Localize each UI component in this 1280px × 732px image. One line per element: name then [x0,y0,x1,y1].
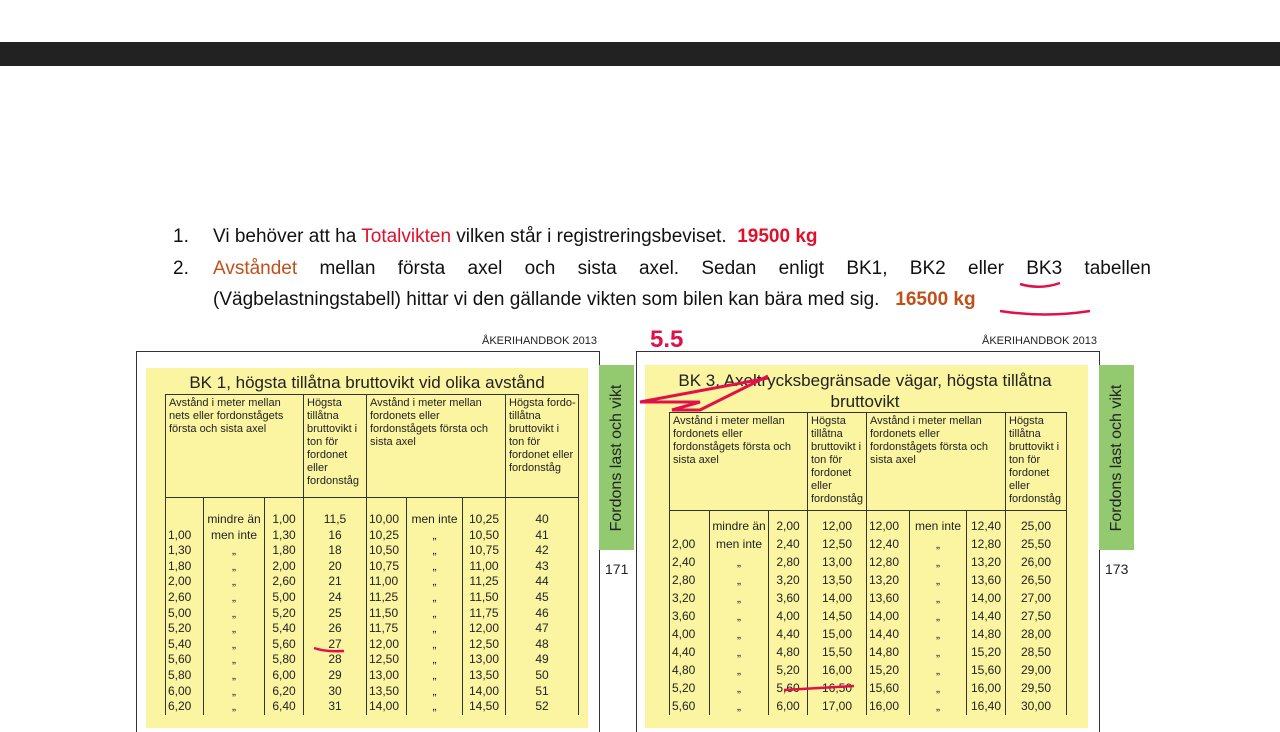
table-cell: 15,50 [808,643,867,661]
table-cell: 41 [506,528,579,544]
table-cell: 5,80 [265,652,304,668]
underline-16500 [1000,311,1090,315]
table-cell: 2,60 [166,590,204,606]
table-row [166,637,579,653]
table-cell: 16,40 [967,697,1006,715]
table-row [166,543,579,559]
table-cell: 5,00 [265,590,304,606]
table-cell: 12,50 [808,535,867,553]
table-cell: 16,00 [967,679,1006,697]
table-cell: 26,50 [1006,571,1067,589]
table-row [166,498,579,528]
table-cell: 26 [304,621,367,637]
table-cell: 13,60 [967,571,1006,589]
table-cell: „ [204,606,265,622]
table-cell: „ [407,668,463,684]
table-cell: 16 [304,528,367,544]
table-cell: „ [204,590,265,606]
table-cell: 27 [304,637,367,653]
table-cell: 18 [304,543,367,559]
table-cell: 15,00 [808,625,867,643]
table-cell: 26,00 [1006,553,1067,571]
table-cell: 4,00 [670,625,710,643]
table-cell: 16,00 [867,697,910,715]
table-cell: 29 [304,668,367,684]
bk3-reference: BK3 [1026,258,1063,279]
table-cell: 2,00 [265,559,304,575]
table-cell: 1,00 [166,528,204,544]
table-cell: 1,30 [265,528,304,544]
table-cell: 4,00 [769,607,808,625]
table-cell: „ [204,621,265,637]
bk1-table [165,394,579,715]
table-cell: 45 [506,590,579,606]
table-cell: 5,60 [670,697,710,715]
table-cell: 12,00 [867,511,910,536]
table-cell: 11,50 [463,590,506,606]
underline-bk3 [1020,283,1060,287]
table-cell: 5,20 [166,621,204,637]
table-cell: 27,00 [1006,589,1067,607]
item-number: 2. [173,258,189,279]
table-cell: „ [407,590,463,606]
table-cell: 24 [304,590,367,606]
table-cell: men inte [910,511,967,536]
item-text: (Vägbelastningstabell) hittar vi den gällande vikten som bilen kan bära med sig. [213,289,880,310]
page-number: 171 [605,561,629,577]
bk3-title: BK 3, Axeltrycksbegränsade vägar, högsta tillåtna bruttovikt [678,371,1052,411]
table-cell: 2,40 [670,553,710,571]
table-cell: 13,20 [967,553,1006,571]
section-tab-label: Fordons last och vikt [1107,384,1125,531]
table-cell: „ [710,661,769,679]
table-cell: „ [910,661,967,679]
item-number: 1. [173,226,189,247]
table-cell: 11,25 [463,574,506,590]
table-cell [670,511,710,536]
table-cell: 25,50 [1006,535,1067,553]
table-cell: „ [407,543,463,559]
table-row [166,684,579,700]
table-cell: 6,20 [166,699,204,715]
item-text: mellan första axel och sista axel. Sedan enligt BK1, BK2 eller [297,258,1027,279]
table-cell: 29,50 [1006,679,1067,697]
table-row [670,643,1067,661]
table-cell: „ [204,559,265,575]
table-cell: 52 [506,699,579,715]
table-cell: 5,80 [166,668,204,684]
table-cell: „ [407,621,463,637]
table-row [670,553,1067,571]
bk1-title: BK 1, högsta tillåtna bruttovikt vid olika avstånd [189,373,545,392]
table-cell: 12,50 [367,652,407,668]
table-cell: 10,75 [463,543,506,559]
allowed-weight-value: 16500 kg [895,289,976,310]
table-cell: „ [407,559,463,575]
column-header: Avstånd i meter mellan fordonets eller fordonstågets första och sista axel [867,413,1006,511]
table-cell: 15,60 [967,661,1006,679]
table-cell: 50 [506,668,579,684]
bk3-table [669,412,1067,715]
table-cell: 14,00 [867,607,910,625]
table-cell: 46 [506,606,579,622]
list-item-2 [173,258,1151,310]
table-cell: „ [204,637,265,653]
table-cell: „ [204,574,265,590]
table-cell: 21 [304,574,367,590]
table-row [670,571,1067,589]
table-cell: 28,00 [1006,625,1067,643]
table-cell: 20 [304,559,367,575]
table-row [670,697,1067,715]
item-text: Vi behöver att ha [213,226,362,247]
table-cell: 16,00 [808,661,867,679]
table-cell: 5,20 [670,679,710,697]
section-tab [599,365,634,550]
table-cell: 11,75 [463,606,506,622]
table-cell [166,498,204,528]
header-row [670,413,1067,511]
table-cell: 10,25 [463,498,506,528]
table-cell: 6,20 [265,684,304,700]
table-cell: 13,00 [367,668,407,684]
column-header: Högsta tillåtna bruttovikt i ton för fordonet eller fordonståg [304,395,367,498]
table-cell: 14,00 [808,589,867,607]
table-cell: 5,00 [166,606,204,622]
table-cell: 12,40 [967,511,1006,536]
table-cell: 14,50 [808,607,867,625]
table-cell: 2,80 [670,571,710,589]
table-cell: mindre än [710,511,769,536]
table-cell: 27,50 [1006,607,1067,625]
total-weight-value: 19500 kg [737,226,818,247]
table-cell: „ [204,652,265,668]
item-text: tabellen [1062,258,1151,279]
table-cell: 11,00 [463,559,506,575]
table-cell: 14,40 [867,625,910,643]
table-cell: 3,60 [769,589,808,607]
column-header: Avstånd i meter mellan fordonets eller fordonstågets första och sista axel [367,395,506,498]
table-cell: „ [910,697,967,715]
table-row [166,606,579,622]
table-cell: 12,40 [867,535,910,553]
table-cell: „ [910,625,967,643]
table-cell: 6,00 [166,684,204,700]
table-cell: „ [407,528,463,544]
table-row [166,590,579,606]
header-row [166,395,579,498]
table-cell: 13,20 [867,571,910,589]
list-item-1 [173,226,818,248]
table-cell: 14,00 [367,699,407,715]
table-cell: „ [407,699,463,715]
section-tab-label: Fordons last och vikt [607,384,625,531]
table-cell: 14,00 [967,589,1006,607]
table-cell: 5,20 [769,661,808,679]
table-cell: 11,5 [304,498,367,528]
table-cell: 12,50 [463,637,506,653]
table-cell: „ [710,679,769,697]
table-cell: men inte [710,535,769,553]
table-row [670,679,1067,697]
table-cell: 13,60 [867,589,910,607]
table-cell: 43 [506,559,579,575]
table-cell: 2,80 [769,553,808,571]
table-cell: 3,60 [670,607,710,625]
table-cell: 5,60 [166,652,204,668]
table-cell: 5,60 [265,637,304,653]
table-cell: 11,75 [367,621,407,637]
table-row [670,625,1067,643]
table-cell: 15,60 [867,679,910,697]
table-cell: 25,00 [1006,511,1067,536]
table-cell: 47 [506,621,579,637]
table-cell: 2,00 [670,535,710,553]
table-cell: 42 [506,543,579,559]
table-cell: 14,80 [967,625,1006,643]
table-cell: 2,00 [769,511,808,536]
book-header: ÅKERIHANDBOK 2013 [982,335,1097,347]
table-cell: 29,00 [1006,661,1067,679]
table-row [166,652,579,668]
table-cell: 31 [304,699,367,715]
table-cell: „ [204,543,265,559]
table-cell: „ [407,574,463,590]
table-cell: 48 [506,637,579,653]
book-header: ÅKERIHANDBOK 2013 [482,335,597,347]
table-cell: 12,80 [867,553,910,571]
table-cell: 28 [304,652,367,668]
table-cell: 28,50 [1006,643,1067,661]
table-cell: 13,00 [808,553,867,571]
table-row [670,607,1067,625]
table-cell: 30,00 [1006,697,1067,715]
table-row [166,559,579,575]
table-row [166,699,579,715]
table-row [670,661,1067,679]
table-cell: „ [710,589,769,607]
window-top-bar [0,42,1280,66]
table-cell: „ [407,637,463,653]
table-cell: „ [710,697,769,715]
table-cell: 13,50 [463,668,506,684]
column-header: Avstånd i meter mellan nets eller fordonstågets första och sista axel [166,395,304,498]
table-row [166,574,579,590]
table-cell: 13,50 [367,684,407,700]
table-cell: 12,00 [808,511,867,536]
table-row [166,528,579,544]
table-cell: „ [910,643,967,661]
table-cell: 14,40 [967,607,1006,625]
table-cell: 6,40 [265,699,304,715]
table-cell: 17,00 [808,697,867,715]
table-cell: 10,25 [367,528,407,544]
table-cell: 3,20 [670,589,710,607]
table-cell: „ [710,571,769,589]
table-cell: „ [204,699,265,715]
table-cell: „ [407,606,463,622]
table-row [670,511,1067,536]
table-cell: 12,00 [367,637,407,653]
table-cell: 1,80 [166,559,204,575]
table-cell: 5,40 [265,621,304,637]
table-cell: 2,60 [265,574,304,590]
table-cell: 51 [506,684,579,700]
table-cell: „ [910,679,967,697]
table-cell: 40 [506,498,579,528]
highlight-totalvikten: Totalvikten [361,226,452,247]
column-header: Högsta tillåtna bruttovikt i ton för fordonet eller fordonståg [808,413,867,511]
table-cell: 10,50 [367,543,407,559]
table-cell: mindre än [204,498,265,528]
table-cell: 5,20 [265,606,304,622]
column-header: Högsta tillåtna bruttovikt i ton för fordonet eller fordonståg [1006,413,1067,511]
table-cell: 15,20 [967,643,1006,661]
table-cell: „ [204,668,265,684]
table-cell: 13,50 [808,571,867,589]
table-cell: „ [407,652,463,668]
table-cell: „ [910,589,967,607]
table-cell: 4,80 [769,643,808,661]
table-cell: 6,00 [265,668,304,684]
table-cell: 5,40 [166,637,204,653]
table-cell: 5,60 [769,679,808,697]
table-cell: 14,50 [463,699,506,715]
table-row [166,621,579,637]
table-cell: 25 [304,606,367,622]
table-cell: 14,00 [463,684,506,700]
section-tab [1099,365,1134,550]
handwritten-5-5: 5.5 [650,326,684,353]
table-cell: 2,00 [166,574,204,590]
table-cell: 10,75 [367,559,407,575]
table-cell: 2,40 [769,535,808,553]
page-number: 173 [1105,561,1129,577]
table-cell: „ [910,607,967,625]
table-cell: „ [710,625,769,643]
table-row [670,535,1067,553]
table-cell: 30 [304,684,367,700]
table-row [166,668,579,684]
table-cell: 16,50 [808,679,867,697]
table-cell: „ [710,553,769,571]
table-cell: „ [710,643,769,661]
table-cell: 14,80 [867,643,910,661]
column-header: Högsta fordo- tillåtna bruttovikt i ton för fordonet eller fordonståg [506,395,579,498]
item-text: vilken står i registreringsbeviset. [451,226,727,247]
table-cell: 11,00 [367,574,407,590]
table-cell: „ [407,684,463,700]
table-cell: 3,20 [769,571,808,589]
table-cell: 12,00 [463,621,506,637]
table-cell: 4,40 [670,643,710,661]
table-cell: „ [910,571,967,589]
table-cell: „ [910,535,967,553]
table-cell: 49 [506,652,579,668]
table-cell: men inte [407,498,463,528]
table-cell: 13,00 [463,652,506,668]
table-cell: 11,25 [367,590,407,606]
table-cell: 4,80 [670,661,710,679]
table-cell: 15,20 [867,661,910,679]
highlight-avstandet: Avståndet [213,258,298,279]
table-cell: 10,50 [463,528,506,544]
table-cell: 4,40 [769,625,808,643]
table-cell: 6,00 [769,697,808,715]
table-cell: „ [710,607,769,625]
table-cell: 44 [506,574,579,590]
table-cell: 11,50 [367,606,407,622]
table-cell: 1,30 [166,543,204,559]
table-row [670,589,1067,607]
table-cell: 12,80 [967,535,1006,553]
column-header: Avstånd i meter mellan fordonets eller fordonstågets första och sista axel [670,413,808,511]
table-cell: 1,80 [265,543,304,559]
table-cell: men inte [204,528,265,544]
table-cell: 1,00 [265,498,304,528]
table-cell: „ [910,553,967,571]
table-cell: „ [204,684,265,700]
table-cell: 10,00 [367,498,407,528]
